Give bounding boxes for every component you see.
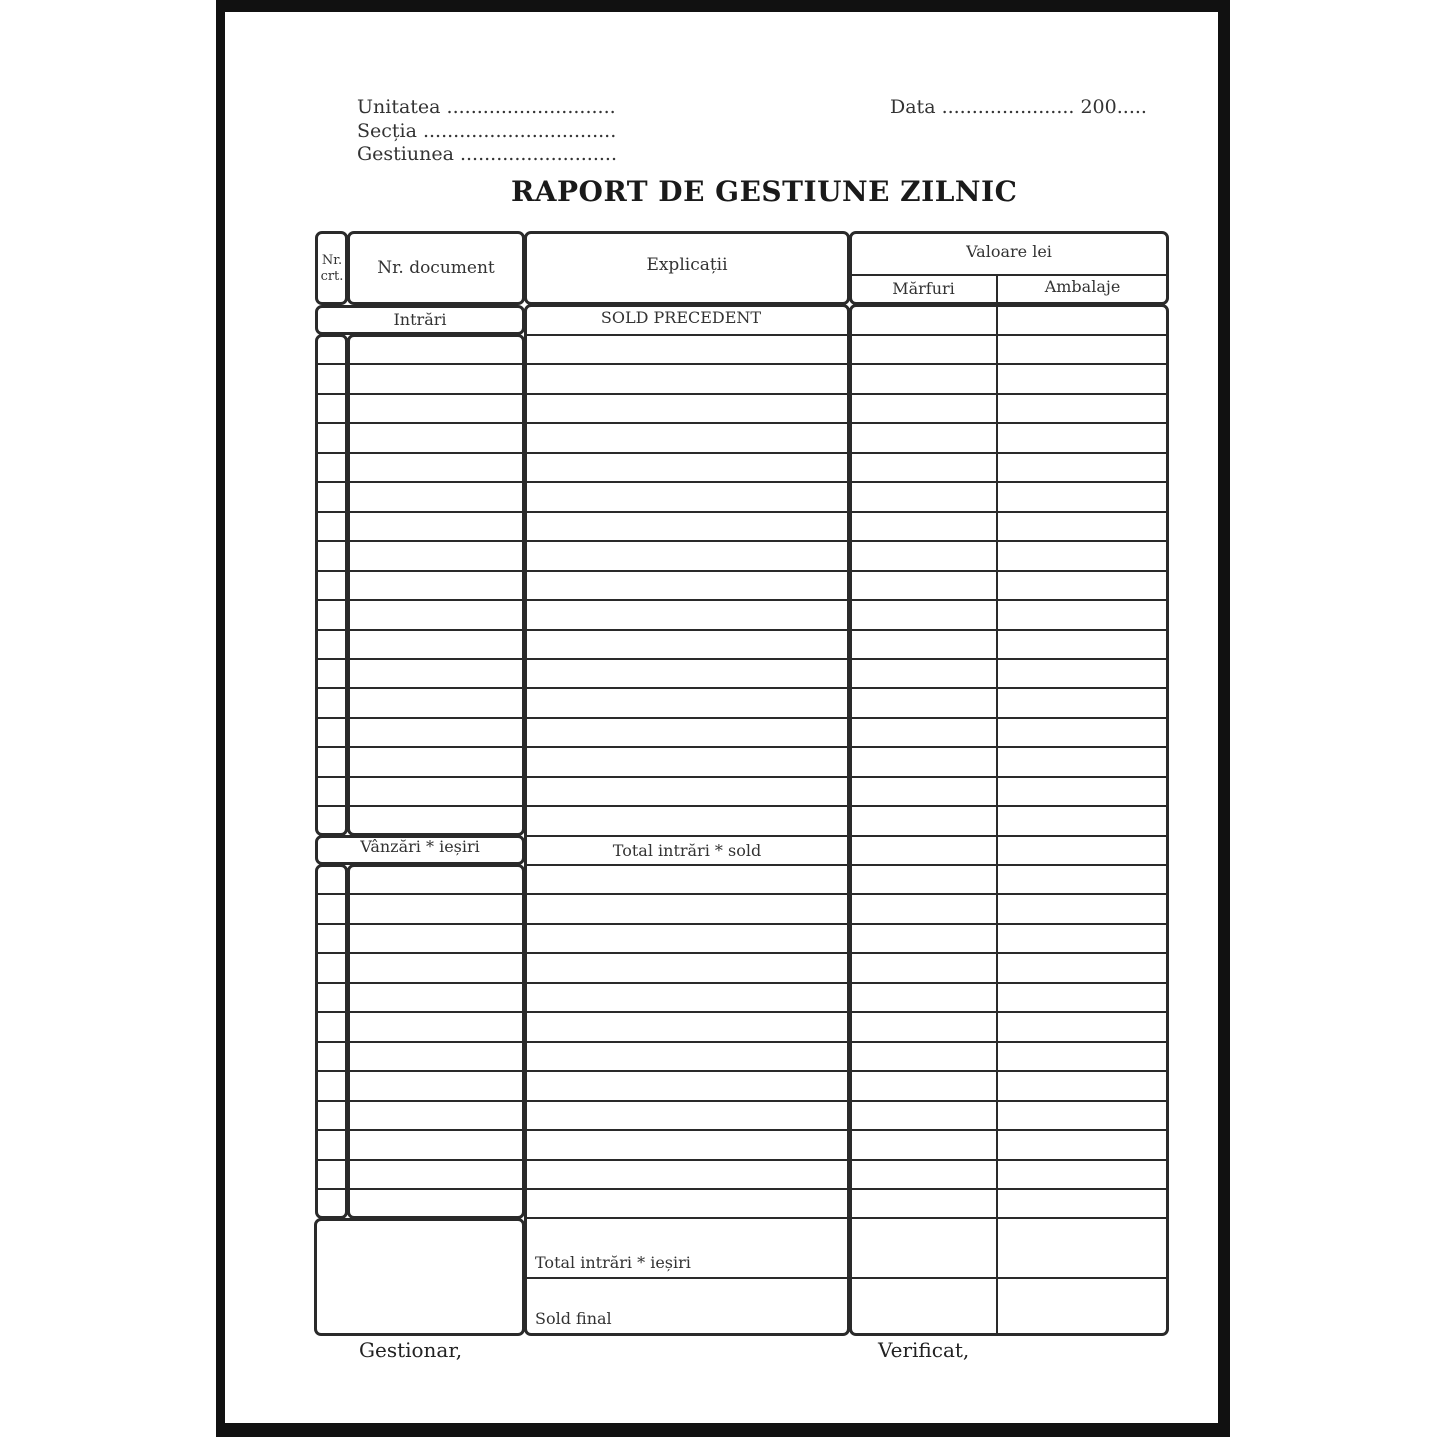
table-row-line — [526, 422, 848, 424]
table-row-line — [851, 864, 1167, 866]
table-row-line — [851, 893, 1167, 895]
table-row-line — [526, 1041, 848, 1043]
table-row-line — [317, 893, 346, 895]
sold-final-label: Sold final — [535, 1309, 612, 1328]
table-row-line — [317, 1011, 346, 1013]
sectia-field: Secția ................................ — [357, 120, 617, 142]
table-row-line — [526, 805, 848, 807]
total-intrari-sold-label: Total intrări * sold — [612, 841, 762, 860]
table-row-line — [317, 658, 346, 660]
table-row-line — [526, 835, 848, 837]
table-row-line — [851, 511, 1167, 513]
header-marfuri: Mărfuri — [892, 279, 955, 298]
table-row-line — [851, 687, 1167, 689]
table-row-line — [526, 1277, 848, 1279]
explicatii-column — [524, 304, 850, 1336]
table-row-line — [317, 570, 346, 572]
table-row-line — [851, 1188, 1167, 1190]
total-intrari-iesiri-label: Total intrări * ieșiri — [535, 1253, 691, 1272]
table-row-line — [317, 599, 346, 601]
table-row-line — [526, 658, 848, 660]
header-valoare-lei: Valoare lei — [966, 242, 1052, 261]
table-row-line — [349, 1159, 523, 1161]
table-row-line — [317, 629, 346, 631]
table-row-line — [526, 1217, 848, 1219]
table-row-line — [317, 776, 346, 778]
table-row-line — [349, 982, 523, 984]
table-row-line — [349, 1188, 523, 1190]
verificat-signature-label: Verificat, — [878, 1338, 970, 1362]
table-row-line — [526, 687, 848, 689]
intrari-nr-crt-column — [315, 334, 348, 836]
table-row-line — [526, 540, 848, 542]
table-row-line — [851, 422, 1167, 424]
table-row-line — [317, 540, 346, 542]
table-row-line — [526, 481, 848, 483]
table-row-line — [349, 658, 523, 660]
table-row-line — [317, 982, 346, 984]
page-title: RAPORT DE GESTIUNE ZILNIC — [511, 175, 1018, 208]
table-row-line — [349, 599, 523, 601]
table-row-line — [349, 952, 523, 954]
table-row-line — [349, 746, 523, 748]
unitatea-field: Unitatea ............................ — [357, 96, 616, 118]
table-row-line — [851, 1011, 1167, 1013]
table-row-line — [851, 746, 1167, 748]
table-row-line — [851, 481, 1167, 483]
table-row-line — [526, 599, 848, 601]
table-row-line — [526, 1070, 848, 1072]
table-row-line — [349, 805, 523, 807]
table-row-line — [317, 422, 346, 424]
table-row-line — [349, 923, 523, 925]
table-row-line — [526, 1159, 848, 1161]
table-row-line — [317, 805, 346, 807]
table-row-line — [851, 952, 1167, 954]
table-row-line — [349, 629, 523, 631]
table-row-line — [349, 1100, 523, 1102]
table-row-line — [317, 481, 346, 483]
table-row-line — [526, 1129, 848, 1131]
table-row-line — [317, 1188, 346, 1190]
header-nr-document: Nr. document — [377, 258, 495, 278]
table-row-line — [349, 570, 523, 572]
table-row-line — [851, 1129, 1167, 1131]
table-row-line — [349, 393, 523, 395]
table-row-line — [526, 864, 848, 866]
table-row-line — [317, 952, 346, 954]
sold-precedent-label: SOLD PRECEDENT — [600, 308, 762, 327]
table-row-line — [851, 452, 1167, 454]
table-row-line — [851, 805, 1167, 807]
table-row-line — [526, 393, 848, 395]
table-row-line — [851, 1159, 1167, 1161]
table-row-line — [317, 1159, 346, 1161]
table-row-line — [851, 599, 1167, 601]
gestionar-signature-label: Gestionar, — [359, 1338, 463, 1362]
table-row-line — [851, 1100, 1167, 1102]
table-row-line — [317, 363, 346, 365]
intrari-document-column — [347, 334, 525, 836]
data-field: Data ...................... 200..... — [890, 96, 1147, 118]
table-row-line — [526, 511, 848, 513]
table-row-line — [317, 1100, 346, 1102]
table-row-line — [349, 893, 523, 895]
table-row-line — [526, 1011, 848, 1013]
table-row-line — [851, 629, 1167, 631]
vanzari-label: Vânzări * ieșiri — [360, 837, 480, 856]
table-row-line — [526, 363, 848, 365]
table-row-line — [526, 893, 848, 895]
table-row-line — [317, 923, 346, 925]
table-row-line — [317, 393, 346, 395]
table-row-line — [349, 452, 523, 454]
table-row-line — [349, 717, 523, 719]
table-row-line — [317, 1041, 346, 1043]
table-row-line — [851, 982, 1167, 984]
bottom-left-box — [314, 1218, 525, 1336]
table-row-line — [349, 1070, 523, 1072]
table-row-line — [526, 746, 848, 748]
table-row-line — [851, 717, 1167, 719]
table-row-line — [349, 422, 523, 424]
table-row-line — [349, 687, 523, 689]
table-row-line — [317, 717, 346, 719]
table-row-line — [526, 570, 848, 572]
table-row-line — [851, 363, 1167, 365]
table-row-line — [317, 746, 346, 748]
table-row-line — [851, 1217, 1167, 1219]
valoare-column — [849, 304, 1169, 1336]
table-row-line — [349, 1041, 523, 1043]
table-row-line — [526, 452, 848, 454]
table-row-line — [317, 511, 346, 513]
table-row-line — [526, 776, 848, 778]
table-row-line — [349, 1011, 523, 1013]
table-row-line — [526, 717, 848, 719]
header-ambalaje: Ambalaje — [1044, 277, 1121, 296]
table-row-line — [851, 776, 1167, 778]
table-row-line — [349, 511, 523, 513]
table-row-line — [526, 334, 848, 336]
valoare-divider — [851, 274, 1167, 276]
table-row-line — [526, 629, 848, 631]
table-row-line — [851, 1277, 1167, 1279]
table-row-line — [851, 540, 1167, 542]
table-row-line — [317, 687, 346, 689]
table-row-line — [851, 570, 1167, 572]
table-row-line — [851, 393, 1167, 395]
table-row-line — [317, 1070, 346, 1072]
table-row-line — [526, 923, 848, 925]
table-row-line — [317, 452, 346, 454]
table-row-line — [851, 923, 1167, 925]
table-row-line — [851, 334, 1167, 336]
table-row-line — [851, 835, 1167, 837]
marfuri-ambalaje-divider — [996, 306, 998, 1334]
table-row-line — [851, 658, 1167, 660]
table-row-line — [349, 540, 523, 542]
table-row-line — [851, 1070, 1167, 1072]
header-nr-crt: Nr. crt. — [320, 253, 344, 284]
table-row-line — [349, 481, 523, 483]
intrari-label: Intrări — [393, 310, 447, 329]
table-row-line — [526, 952, 848, 954]
header-explicatii: Explicații — [646, 255, 728, 275]
table-row-line — [349, 1129, 523, 1131]
table-row-line — [526, 1188, 848, 1190]
table-row-line — [349, 363, 523, 365]
table-row-line — [349, 776, 523, 778]
table-row-line — [526, 1100, 848, 1102]
gestiunea-field: Gestiunea .......................... — [357, 143, 617, 165]
table-row-line — [851, 1041, 1167, 1043]
table-row-line — [317, 1129, 346, 1131]
table-row-line — [526, 982, 848, 984]
